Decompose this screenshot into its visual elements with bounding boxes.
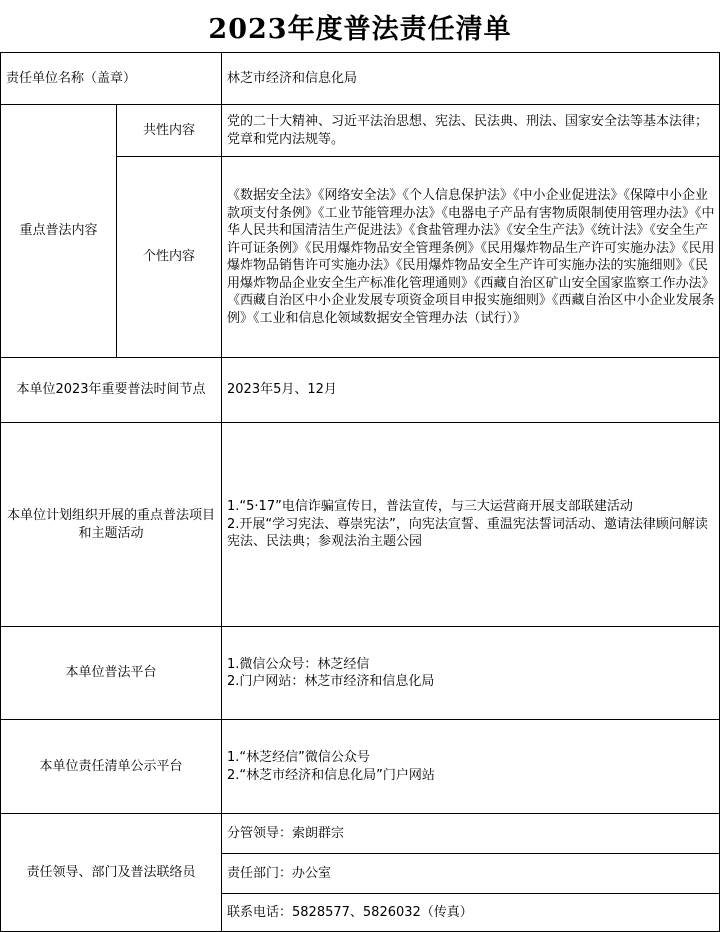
key-content-label: 重点普法内容: [1, 105, 117, 358]
activities-label: 本单位计划组织开展的重点普法项目和主题活动: [1, 423, 222, 627]
page-title: 2023年度普法责任清单: [208, 13, 512, 45]
activity-item: 2.开展“学习宪法、尊崇宪法”，向宪法宣誓、重温宪法誓词活动、邀请法律顾问解读宪法、民法典；参观法治主题公园: [227, 516, 708, 550]
responsibility-table: [0, 52, 720, 932]
time-value: 2023年5月、12月: [222, 358, 720, 423]
contact-phone: 联系电话：5828577、5826032（传真）: [222, 894, 720, 932]
contact-department: 责任部门：办公室: [222, 854, 720, 894]
unit-label: 责任单位名称（盖章）: [1, 53, 222, 105]
contacts-label: 责任领导、部门及普法联络员: [1, 814, 222, 932]
common-content-label: 共性内容: [117, 105, 222, 157]
platform-item: 2.门户网站：林芝市经济和信息化局: [227, 674, 435, 689]
activities-value: [222, 423, 720, 627]
platform-value: [222, 627, 720, 720]
table-row-time: [1, 358, 720, 423]
publicity-label: 本单位责任清单公示平台: [1, 720, 222, 814]
unit-value: 林芝市经济和信息化局: [222, 53, 720, 105]
table-row-platform: [1, 627, 720, 720]
table-row-publicity: [1, 720, 720, 814]
platform-item: 1.微信公众号：林芝经信: [227, 656, 370, 672]
time-label: 本单位2023年重要普法时间节点: [1, 358, 222, 423]
common-content-value: 党的二十大精神、习近平法治思想、宪法、民法典、刑法、国家安全法等基本法律；党章和党内法规等。: [222, 105, 720, 157]
table-row-contact-leader: [1, 814, 720, 854]
platform-label: 本单位普法平台: [1, 627, 222, 720]
specific-content-value: 《数据安全法》《网络安全法》《个人信息保护法》《中小企业促进法》《保障中小企业款项支付条例》《工业节能管理办法》《电器电子产品有害物质限制使用管理办法》《中华人民共和国清洁生产促进法》《食盐管理办法》《安全生产法》《统计法》《安全生产许可证条例》《民用爆炸物品安全管理条例》《民用爆炸物品生产许可实施办法》《民用爆炸物品销售许可实施办法》《民用爆炸物品安全生产许可实施办法的实施细则》《民用爆炸物品企业安全生产标准化管理通则》《西藏自治区矿山安全国家监察工作办法》《西藏自治区中小企业发展专项资金项目申报实施细则》《西藏自治区中小企业发展条例》《工业和信息化领域数据安全管理办法（试行）》: [222, 157, 720, 358]
table-row-unit: [1, 53, 720, 105]
publicity-item: 2.“林芝市经济和信息化局”门户网站: [227, 767, 435, 783]
table-row-common-content: [1, 105, 720, 157]
table-row-activities: [1, 423, 720, 627]
publicity-item: 1.“林芝经信”微信公众号: [227, 750, 370, 765]
publicity-value: [222, 720, 720, 814]
contact-leader: 分管领导：索朗群宗: [222, 814, 720, 854]
specific-content-label: 个性内容: [117, 157, 222, 358]
activity-item: 1.“5·17”电信诈骗宣传日，普法宣传，与三大运营商开展支部联建活动: [227, 499, 633, 515]
